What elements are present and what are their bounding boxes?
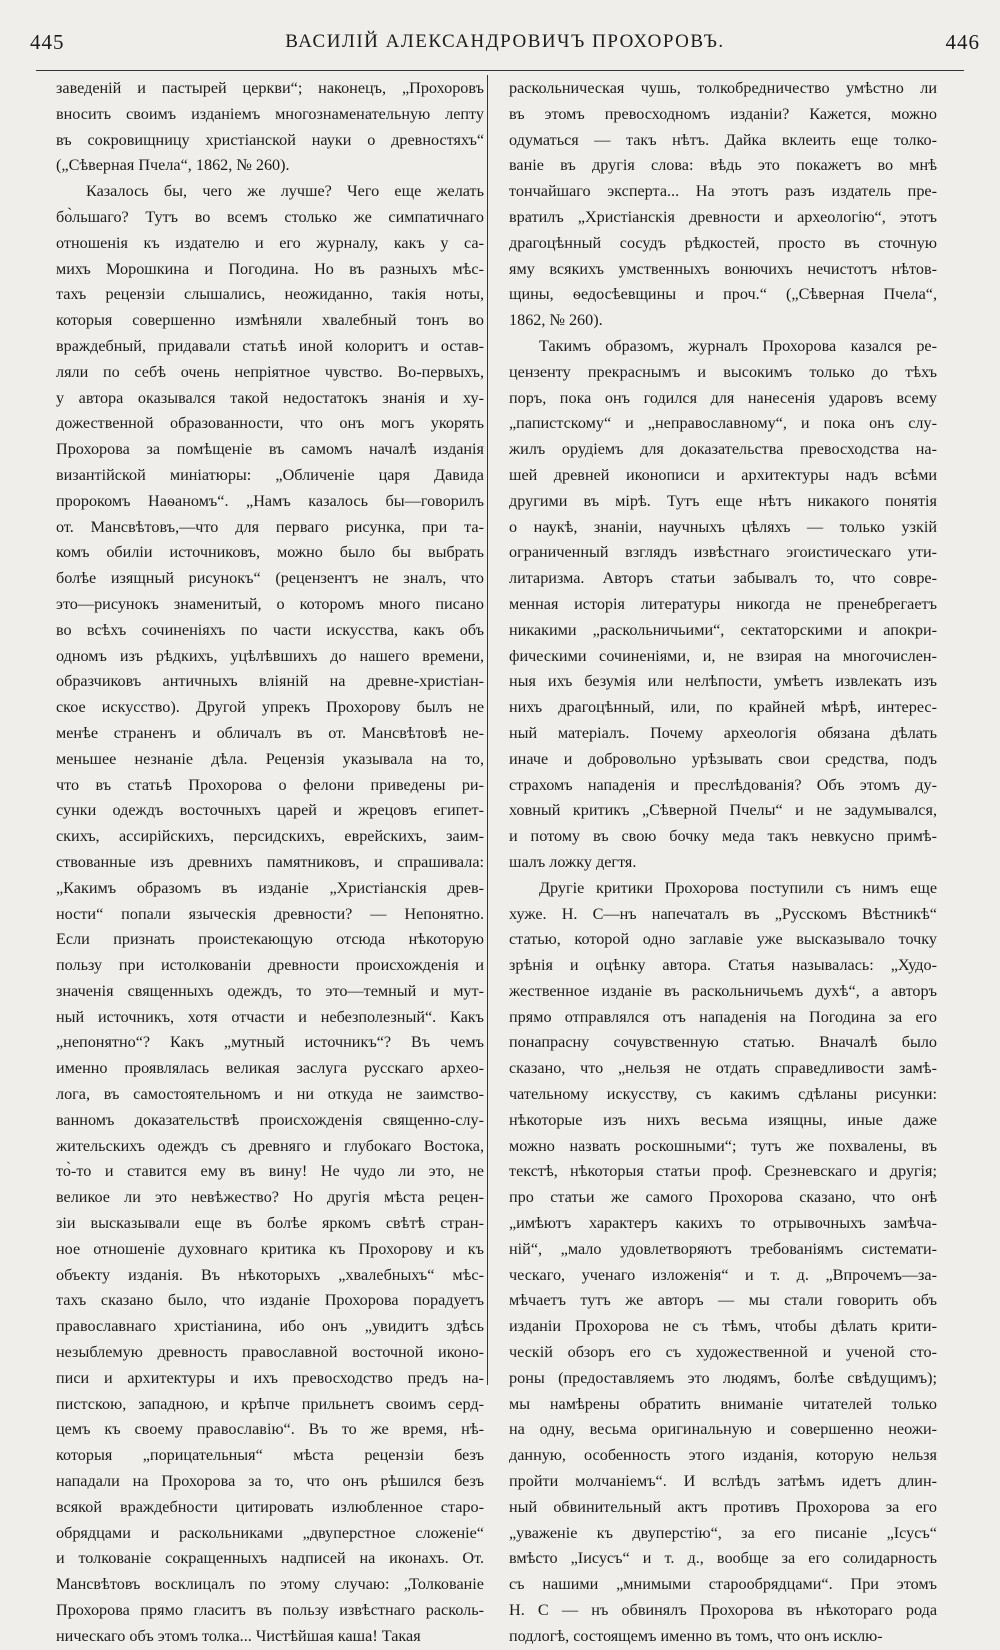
text-line: Прохорова прямо гласитъ въ пользу извѣстнаго расколь- [56,1601,484,1620]
text-line: пройти молчаніемъ“. И вслѣдъ затѣмъ идетъ длин- [509,1472,937,1491]
text-line: „Какимъ образомъ въ изданіе „Христіанскія древ- [56,878,484,897]
text-line: статью, которой одно заглавіе уже высказывало точку [509,930,937,949]
text-line: поръ, пока онъ годился для нанесенія ударовъ всему [509,388,937,407]
left-column [56,76,484,1650]
text-line: у автора оказывался такой недостатокъ знанія и ху- [56,388,484,407]
text-line: „уваженіе къ двуперстію“, за его писаніе „Ісусъ“ [509,1523,937,1542]
text-line: жественное изданіе въ раскольничьемъ духѣ“, а авторъ [509,981,937,1000]
right-column [509,76,937,1650]
text-line: мѣчаетъ тутъ же авторъ — мы стали говорить объ [509,1291,937,1310]
text-line: на одну, весьма оригинальную и совершенно неожи- [509,1420,937,1439]
text-line: великое ли это невѣжество? Но другія мѣста рецен- [56,1188,484,1207]
text-line: въ этомъ превосходномъ изданіи? Кажется, можно [509,104,937,123]
text-line: раскольническая чушь, толкобредничество умѣстно ли [509,79,937,97]
text-line: иначе и добровольно урѣзывать свои средства, подъ [509,749,937,768]
text-line: понапрасну сочувственную статью. Вначалѣ было [509,1033,937,1052]
text-line: которыя „порицательныя“ мѣста рецензіи безъ [56,1446,484,1465]
text-line: яму всякихъ умственныхъ вонючихъ нечистотъ нѣтов- [509,259,937,278]
text-line: цемъ къ своему православію“. Въ то же время, нѣ- [56,1420,484,1439]
text-line: всякой враждебности цитировать излюбленное старо- [56,1497,484,1516]
text-line: комъ обиліи источниковъ, можно было бы выбрать [56,543,484,562]
text-line: сказано, что „нельзя не отдать справедливости замѣ- [509,1059,937,1078]
text-line: ческаго, ученаго изложенія“ и т. д. „Впрочемъ—за- [509,1265,937,1284]
paragraph [509,76,937,334]
text-line: это—рисунокъ знаменитый, о которомъ много писано [56,594,484,613]
paragraph [56,179,484,1649]
text-line: вратилъ „Христіанскія древности и археологію“, этотъ [509,207,937,226]
paragraph [56,76,484,179]
text-line: другими въ мірѣ. Тутъ еще нѣтъ никакого понятія [509,491,937,510]
text-line: ское искусство). Другой упрекъ Прохорову былъ не [56,698,484,717]
text-line: „непонятно“? Какъ „мутный источникъ“? Въ чемъ [56,1033,484,1052]
text-line: заведеній и пастырей церкви“; наконецъ, „Прохоровъ [56,79,484,97]
text-line: объекту изданія. Въ нѣкоторыхъ „хвалебныхъ“ мѣс- [56,1265,484,1284]
text-line: ческій обзоръ его съ художественной и ученой сто- [509,1343,937,1362]
text-line: Прохорова за помѣщеніе въ самомъ началѣ изданія [56,440,484,459]
text-line: въ сокровищницу христіанской науки о древностяхъ“ [56,130,484,149]
text-line: щины, ѳедосѣевщины и проч.“ („Сѣверная Пчела“, [509,285,937,304]
text-line: „папистскому“ и „неправославному“, и пока онъ слу- [509,414,937,433]
text-line: ныя ихъ безумія или нелѣпости, умѣетъ извлекать изъ [509,672,937,691]
text-line: во всѣхъ сочиненіяхъ по части искусства, какъ объ [56,620,484,639]
page-number-left: 445 [30,29,65,54]
text-line: одномъ изъ рѣдкихъ, уцѣлѣвшихъ до нашего времени, [56,646,484,665]
text-line: незыблемую древность православной восточной иконо- [56,1343,484,1362]
text-line: пророкомъ Наѳаномъ“. „Намъ казалось бы—говорилъ [56,491,484,510]
text-line: нѣкоторые изъ нихъ весьма изящны, иные даже [509,1110,937,1129]
text-line: бо̀льшаго? Тутъ во всемъ столько же симпатичнаго [56,207,484,226]
page-number-right: 446 [945,29,980,54]
text-line: ванномъ доказательствѣ происхожденія священно-слу- [56,1110,484,1129]
text-line: текстѣ, нѣкоторыя статьи проф. Срезневскаго и другія; [509,1162,937,1181]
text-line: изданіи Прохорова не съ тѣмъ, чтобы дѣлать крити- [509,1317,937,1336]
text-line: страхомъ нападенія и преслѣдованія? Объ этомъ ду- [509,775,937,794]
text-line: Такимъ образомъ, журналъ Прохорова казался ре- [539,336,937,355]
text-line: зіи высказывали еще въ болѣе яркомъ свѣтѣ стран- [56,1214,484,1233]
text-line: зрѣнія и оцѣнку автора. Статья называлась: „Худо- [509,956,937,975]
text-line: обрядцами и раскольниками „двуперстное сложеніе“ [56,1523,484,1542]
text-line: чательному искусству, съ какимъ сдѣланы рисунки: [509,1085,937,1104]
text-line: прямо отправлялся отъ нападенія на Погодина за его [509,1007,937,1026]
text-line: ный обвинительный актъ противъ Прохорова за его [509,1497,937,1516]
text-line: подлогѣ, состоящемъ именно въ томъ, что онъ исклю- [509,1626,883,1645]
text-line: „имѣютъ характеръ какихъ то отрывочныхъ замѣча- [509,1214,937,1233]
column-divider [487,75,488,1385]
text-line: ваніе въ другія слова: вѣдь это покажетъ во мнѣ [509,156,937,175]
text-line: дожественной образованности, что онъ могъ укорять [56,414,484,433]
text-line: Мансвѣтовъ восклицалъ по этому случаю: „Толкованіе [56,1575,484,1594]
text-line: значенія священныхъ одеждъ, то это—темный и мут- [56,981,484,1000]
text-line: пистскою, западною, и крѣпче прильнетъ своимъ серд- [56,1394,484,1413]
text-line: литаризма. Авторъ статьи забывалъ то, что совре- [509,569,937,588]
text-line: ный матеріалъ. Почему археологія обязана дѣлать [509,723,937,742]
text-line: можно назвать роскошными“; тутъ же похвалены, въ [509,1136,937,1155]
text-line: нихъ драгоцѣнный, или, по крайней мѣрѣ, интерес- [509,698,937,717]
text-line: хуже. Н. С—нъ напечаталъ въ „Русскомъ Вѣстникѣ“ [509,904,937,923]
text-line: менѣе страненъ и обличалъ въ от. Мансвѣтовѣ не- [56,723,484,742]
text-line: ляли по себѣ очень непріятное чувство. Во-первыхъ, [56,362,484,381]
text-line: тончайшаго эксперта... На этотъ разъ издатель пре- [509,182,937,201]
text-line: ограниченный взглядъ извѣстнаго эгоистическаго ути- [509,543,937,562]
text-line: Если признать проистекающую отсюда нѣкоторую [56,930,484,949]
header-rule [36,70,964,71]
text-line: пользу при истолкованіи древности происхожденія и [56,956,484,975]
text-line: ный источникъ, хотя отчасти и небезполезный“. Какъ [56,1007,484,1026]
text-line: меньшее незнаніе дѣла. Рецензія указывала на то, [56,749,484,768]
paragraph [509,334,937,876]
text-line: и толкованіе сокращенныхъ надписей на иконахъ. От. [56,1549,484,1568]
text-line: писи и архитектуры и ихъ превосходство предъ на- [56,1368,484,1387]
text-line: вмѣсто „Іисусъ“ и т. д., вообще за его солидарность [509,1549,937,1568]
text-line: никакими „раскольничьими“, сектаторскими и апокри- [509,620,937,639]
text-line: Другіе критики Прохорова поступили съ нимъ еще [539,878,937,897]
text-line: о наукѣ, знаніи, научныхъ цѣляхъ — только узкій [509,517,937,536]
text-line: болѣе изящный рисунокъ“ (рецензентъ не зналъ, что [56,569,484,588]
text-line: шей древней иконописи и архитектуры надъ всѣми [509,465,937,484]
running-title: ВАСИЛІЙ АЛЕКСАНДРОВИЧЪ ПРОХОРОВЪ. [285,31,725,52]
text-line: жилъ орудіемъ для доказательства превосходства на- [509,440,937,459]
text-line: данную, особенность этого изданія, которую нельзя [509,1446,937,1465]
text-line: фическими сочиненіями, и, не взирая на многочислен- [509,646,937,665]
text-line: ническаго объ этомъ толка... Чистѣйшая каша! Такая [56,1626,421,1645]
text-line: византійской миніатюры: „Обличеніе царя Давида [56,465,484,484]
text-line: про статьи же самого Прохорова сказано, что онѣ [509,1188,937,1207]
text-line: ній“, „мало удовлетворяютъ требованіямъ системати- [509,1239,937,1258]
text-line: съ нашими „мнимыми старообрядцами“. При этомъ [509,1575,937,1594]
text-line: вносить своимъ изданіемъ многознаменательную лепту [56,104,484,123]
text-line: сунки одеждъ восточныхъ царей и жрецовъ египет- [56,801,484,820]
text-line: мы намѣрены обратить вниманіе читателей только [509,1394,937,1413]
text-line: ховный критикъ „Сѣверной Пчелы“ и не задумывался, [509,801,937,820]
text-line: и потому въ свою бочку меда такъ невкусно примѣ- [509,827,937,846]
text-line: одуматься — такъ нѣтъ. Дайка вклеить еще толко- [509,130,937,149]
text-line: михъ Морошкина и Погодина. Но въ разныхъ мѣс- [56,259,484,278]
text-line: которыя совершенно измѣняли хвалебный тонъ во [56,311,484,330]
paragraph [509,876,937,1650]
text-line: именно проявлялась великая заслуга русскаго архео- [56,1059,484,1078]
text-line: от. Мансвѣтовъ,—что для перваго рисунка, при та- [56,517,484,536]
text-line: Казалось бы, чего же лучше? Чего еще желать [86,182,484,201]
text-line: враждебный, придавали статьѣ иной колоритъ и остав- [56,336,484,355]
text-line: жительскихъ одеждъ съ древняго и глубокаго Востока, [56,1136,484,1155]
text-line: отношенія къ издателю и его журналу, какъ у са- [56,233,484,252]
running-header [30,22,980,62]
text-line: роны (предоставляемъ это людямъ, болѣе свѣдущимъ); [509,1368,937,1387]
text-line: что въ статьѣ Прохорова о фелони приведены ри- [56,775,484,794]
text-line: ствованные изъ древнихъ памятниковъ, и спрашивала: [56,852,484,871]
text-line: скихъ, ассирійскихъ, персидскихъ, еврейскихъ, заим- [56,827,484,846]
text-line: тахъ сказано было, что изданіе Прохорова порадуетъ [56,1291,484,1310]
text-line: то̀-то и ставится ему въ вину! Не чудо ли это, не [56,1162,484,1181]
text-line: нападали на Прохорова за то, что онъ рѣшился безъ [56,1472,484,1491]
text-line: образчиковъ античныхъ вліяній на древне-христіан- [56,672,484,691]
text-line: 1862, № 260). [509,311,603,330]
text-line: шалъ ложку дегтя. [509,852,637,871]
text-line: („Сѣверная Пчела“, 1862, № 260). [56,156,290,175]
text-line: Н. С — нъ обвинялъ Прохорова въ нѣкотораго рода [509,1601,937,1620]
text-line: ности“ попали языческія древности? — Непонятно. [56,904,484,923]
text-line: ное отношеніе духовнаго критика къ Прохорову и къ [56,1239,484,1258]
text-line: драгоцѣнный сосудъ рѣдкостей, просто въ сточную [509,233,937,252]
text-line: тахъ рецензіи слышались, неожиданно, такія ноты, [56,285,484,304]
text-line: менная исторія литературы никогда не пренебрегаетъ [509,594,937,613]
text-line: цензенту прекраснымъ и высокимъ только до тѣхъ [509,362,937,381]
text-line: православнаго христіанина, ибо онъ „увидитъ здѣсь [56,1317,484,1336]
text-line: лога, въ самостоятельномъ и ни откуда не заимство- [56,1085,484,1104]
